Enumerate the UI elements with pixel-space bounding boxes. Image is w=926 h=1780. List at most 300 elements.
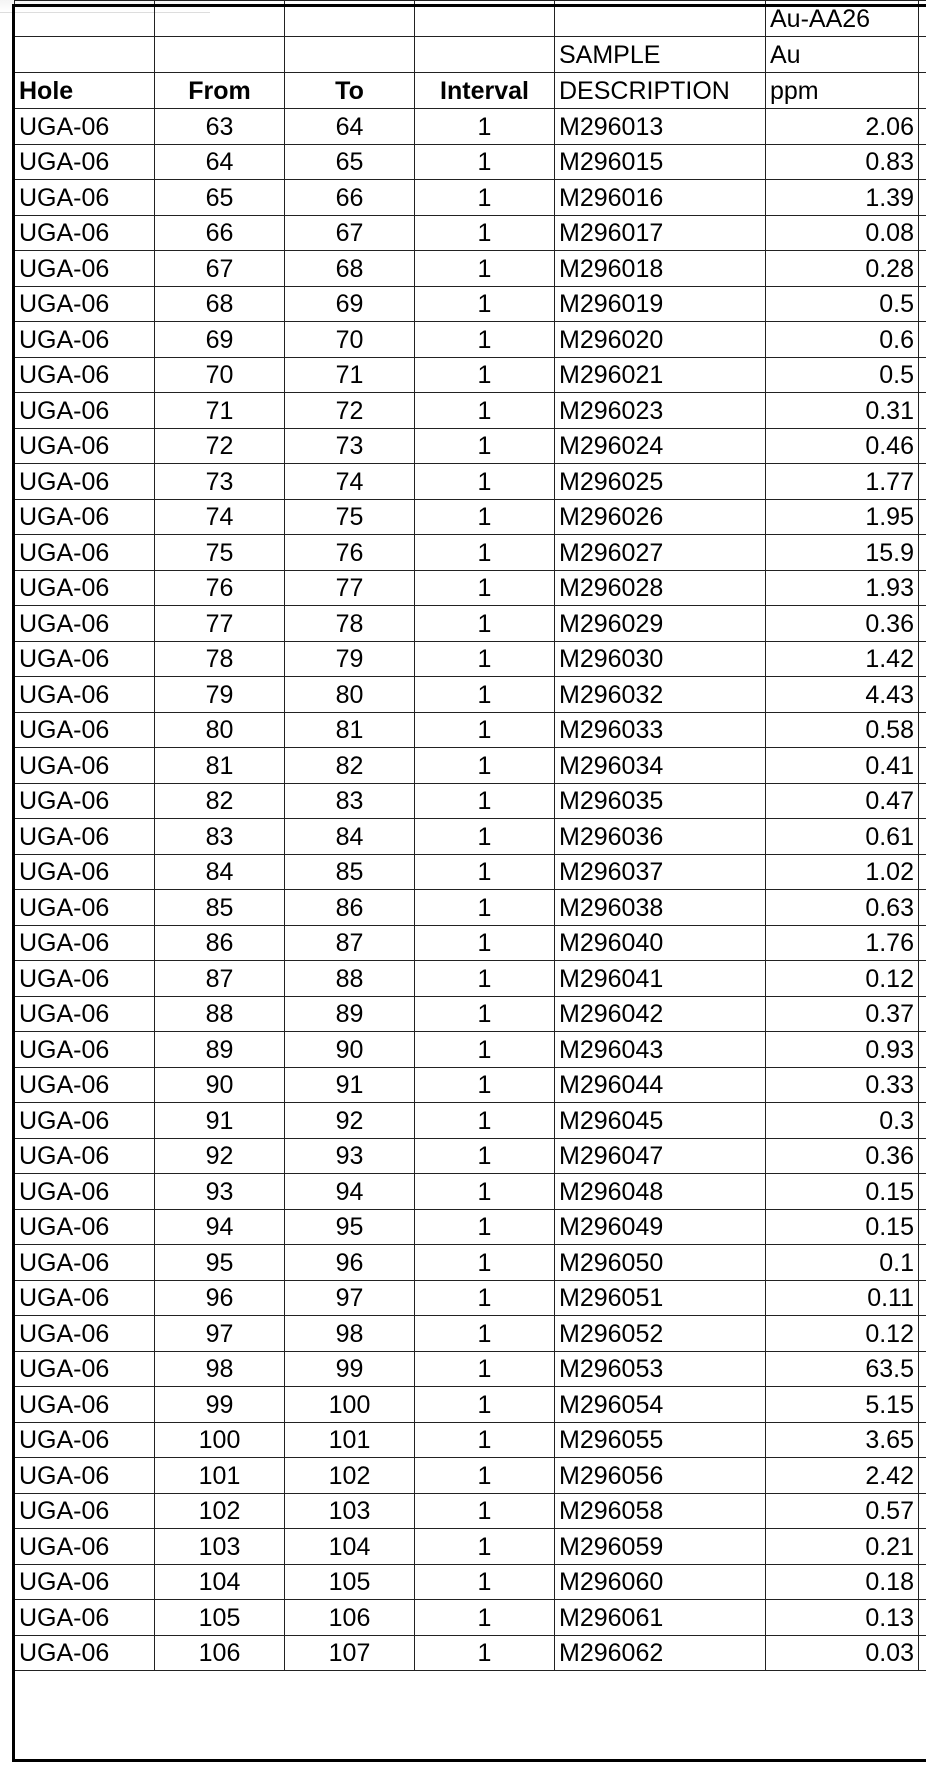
cell-from: 93 xyxy=(155,1174,285,1210)
table-row xyxy=(15,1458,926,1494)
cell-to: 72 xyxy=(285,393,415,429)
cell-to: 89 xyxy=(285,996,415,1032)
cell-next-column xyxy=(919,499,926,535)
cell-from: 66 xyxy=(155,215,285,251)
cell-from: 72 xyxy=(155,428,285,464)
cell-to: 80 xyxy=(285,677,415,713)
cell-hole: UGA-06 xyxy=(15,1493,155,1529)
cell-au-ppm: 0.41 xyxy=(766,748,919,784)
table-row xyxy=(15,961,926,997)
cell-next-column xyxy=(919,570,926,606)
cell-from: 74 xyxy=(155,499,285,535)
cell-next-column xyxy=(919,535,926,571)
cell-to: 81 xyxy=(285,712,415,748)
cell-hole: UGA-06 xyxy=(15,1529,155,1565)
cell-next-column xyxy=(919,109,926,145)
cell-next-column xyxy=(919,251,926,287)
cell-to: 85 xyxy=(285,854,415,890)
cell-to: 67 xyxy=(285,215,415,251)
cell-hole: UGA-06 xyxy=(15,1138,155,1174)
header-cell-empty xyxy=(285,1,415,37)
cell-to: 66 xyxy=(285,180,415,216)
cell-au-ppm: 0.36 xyxy=(766,606,919,642)
cell-interval: 1 xyxy=(415,180,555,216)
table-row xyxy=(15,357,926,393)
cell-interval: 1 xyxy=(415,357,555,393)
cell-next-column xyxy=(919,819,926,855)
cell-interval: 1 xyxy=(415,819,555,855)
cell-next-column xyxy=(919,925,926,961)
cell-sample: M296043 xyxy=(555,1032,766,1068)
cell-au-ppm: 0.93 xyxy=(766,1032,919,1068)
cell-from: 81 xyxy=(155,748,285,784)
cell-interval: 1 xyxy=(415,322,555,358)
header-au-method: Au-AA26 xyxy=(766,1,919,37)
header-to: To xyxy=(285,73,415,109)
cell-interval: 1 xyxy=(415,428,555,464)
cell-to: 105 xyxy=(285,1564,415,1600)
cell-sample: M296055 xyxy=(555,1422,766,1458)
cell-from: 83 xyxy=(155,819,285,855)
cell-to: 71 xyxy=(285,357,415,393)
cell-au-ppm: 1.02 xyxy=(766,854,919,890)
cell-from: 97 xyxy=(155,1316,285,1352)
table-row xyxy=(15,499,926,535)
cell-from: 80 xyxy=(155,712,285,748)
table-row xyxy=(15,1351,926,1387)
cell-au-ppm: 2.42 xyxy=(766,1458,919,1494)
cell-hole: UGA-06 xyxy=(15,1564,155,1600)
header-cell-empty xyxy=(415,37,555,73)
cell-to: 79 xyxy=(285,641,415,677)
table-row xyxy=(15,251,926,287)
cell-interval: 1 xyxy=(415,748,555,784)
cell-hole: UGA-06 xyxy=(15,393,155,429)
table-row xyxy=(15,322,926,358)
cell-au-ppm: 0.03 xyxy=(766,1635,919,1671)
cell-au-ppm: 1.77 xyxy=(766,464,919,500)
table-row xyxy=(15,1600,926,1636)
cell-to: 100 xyxy=(285,1387,415,1423)
cell-hole: UGA-06 xyxy=(15,286,155,322)
cell-next-column xyxy=(919,641,926,677)
header-cell-empty xyxy=(155,1,285,37)
cell-hole: UGA-06 xyxy=(15,1351,155,1387)
cell-next-column xyxy=(919,1458,926,1494)
cell-to: 92 xyxy=(285,1103,415,1139)
cell-hole: UGA-06 xyxy=(15,357,155,393)
header-cell-next-column xyxy=(919,73,926,109)
table-row xyxy=(15,535,926,571)
cell-to: 96 xyxy=(285,1245,415,1281)
cell-au-ppm: 1.93 xyxy=(766,570,919,606)
header-au-element: Au xyxy=(766,37,919,73)
cell-next-column xyxy=(919,1103,926,1139)
cell-hole: UGA-06 xyxy=(15,1209,155,1245)
cell-hole: UGA-06 xyxy=(15,570,155,606)
assay-table-body xyxy=(15,1,926,1671)
cell-from: 75 xyxy=(155,535,285,571)
cell-to: 97 xyxy=(285,1280,415,1316)
cell-sample: M296024 xyxy=(555,428,766,464)
cell-to: 73 xyxy=(285,428,415,464)
cell-interval: 1 xyxy=(415,1564,555,1600)
cell-next-column xyxy=(919,1600,926,1636)
assay-table xyxy=(14,0,926,1671)
cell-sample: M296033 xyxy=(555,712,766,748)
cell-next-column xyxy=(919,1422,926,1458)
cell-from: 73 xyxy=(155,464,285,500)
table-row xyxy=(15,109,926,145)
cell-sample: M296016 xyxy=(555,180,766,216)
cell-au-ppm: 0.37 xyxy=(766,996,919,1032)
cell-hole: UGA-06 xyxy=(15,677,155,713)
cell-hole: UGA-06 xyxy=(15,499,155,535)
cell-sample: M296050 xyxy=(555,1245,766,1281)
header-row-element xyxy=(15,37,926,73)
cell-au-ppm: 0.46 xyxy=(766,428,919,464)
table-row xyxy=(15,570,926,606)
cell-sample: M296035 xyxy=(555,783,766,819)
cell-au-ppm: 3.65 xyxy=(766,1422,919,1458)
cell-interval: 1 xyxy=(415,1032,555,1068)
cell-from: 63 xyxy=(155,109,285,145)
cell-interval: 1 xyxy=(415,854,555,890)
cell-au-ppm: 0.5 xyxy=(766,357,919,393)
cell-from: 71 xyxy=(155,393,285,429)
cell-hole: UGA-06 xyxy=(15,1458,155,1494)
cell-interval: 1 xyxy=(415,1529,555,1565)
cell-from: 90 xyxy=(155,1067,285,1103)
cell-from: 91 xyxy=(155,1103,285,1139)
header-from: From xyxy=(155,73,285,109)
table-row xyxy=(15,925,926,961)
cell-interval: 1 xyxy=(415,1209,555,1245)
cell-to: 94 xyxy=(285,1174,415,1210)
cell-interval: 1 xyxy=(415,1280,555,1316)
table-row xyxy=(15,1245,926,1281)
cell-sample: M296040 xyxy=(555,925,766,961)
cell-au-ppm: 2.06 xyxy=(766,109,919,145)
table-row xyxy=(15,1635,926,1671)
cell-next-column xyxy=(919,606,926,642)
cell-interval: 1 xyxy=(415,1174,555,1210)
cell-from: 85 xyxy=(155,890,285,926)
header-cell-next-column xyxy=(919,37,926,73)
cell-next-column xyxy=(919,1351,926,1387)
cell-au-ppm: 1.95 xyxy=(766,499,919,535)
cell-sample: M296038 xyxy=(555,890,766,926)
cell-to: 68 xyxy=(285,251,415,287)
table-row xyxy=(15,712,926,748)
cell-from: 102 xyxy=(155,1493,285,1529)
cell-next-column xyxy=(919,1529,926,1565)
cell-hole: UGA-06 xyxy=(15,1103,155,1139)
cell-interval: 1 xyxy=(415,535,555,571)
cell-au-ppm: 0.5 xyxy=(766,286,919,322)
header-description: DESCRIPTION xyxy=(555,73,766,109)
table-row xyxy=(15,1316,926,1352)
table-row xyxy=(15,1032,926,1068)
cell-au-ppm: 0.3 xyxy=(766,1103,919,1139)
cell-hole: UGA-06 xyxy=(15,1316,155,1352)
cell-au-ppm: 5.15 xyxy=(766,1387,919,1423)
cell-from: 77 xyxy=(155,606,285,642)
cell-au-ppm: 0.61 xyxy=(766,819,919,855)
cell-hole: UGA-06 xyxy=(15,783,155,819)
cell-from: 104 xyxy=(155,1564,285,1600)
cell-to: 87 xyxy=(285,925,415,961)
cell-au-ppm: 0.08 xyxy=(766,215,919,251)
cell-interval: 1 xyxy=(415,1316,555,1352)
cell-to: 103 xyxy=(285,1493,415,1529)
cell-au-ppm: 0.47 xyxy=(766,783,919,819)
cell-au-ppm: 1.76 xyxy=(766,925,919,961)
cell-next-column xyxy=(919,215,926,251)
cell-to: 95 xyxy=(285,1209,415,1245)
cell-next-column xyxy=(919,144,926,180)
cell-sample: M296017 xyxy=(555,215,766,251)
cell-next-column xyxy=(919,890,926,926)
cell-next-column xyxy=(919,961,926,997)
cell-from: 87 xyxy=(155,961,285,997)
cell-au-ppm: 0.18 xyxy=(766,1564,919,1600)
cell-from: 82 xyxy=(155,783,285,819)
cell-au-ppm: 0.58 xyxy=(766,712,919,748)
cell-next-column xyxy=(919,357,926,393)
cell-next-column xyxy=(919,180,926,216)
cell-next-column xyxy=(919,677,926,713)
cell-hole: UGA-06 xyxy=(15,464,155,500)
cell-hole: UGA-06 xyxy=(15,1387,155,1423)
cell-from: 95 xyxy=(155,1245,285,1281)
cell-sample: M296013 xyxy=(555,109,766,145)
cell-sample: M296032 xyxy=(555,677,766,713)
cell-next-column xyxy=(919,1493,926,1529)
cell-interval: 1 xyxy=(415,1387,555,1423)
cell-from: 106 xyxy=(155,1635,285,1671)
table-row xyxy=(15,180,926,216)
cell-hole: UGA-06 xyxy=(15,1245,155,1281)
table-row xyxy=(15,1564,926,1600)
cell-interval: 1 xyxy=(415,215,555,251)
cell-from: 96 xyxy=(155,1280,285,1316)
cell-from: 98 xyxy=(155,1351,285,1387)
cell-interval: 1 xyxy=(415,499,555,535)
cell-from: 101 xyxy=(155,1458,285,1494)
header-cell-empty xyxy=(15,37,155,73)
cell-interval: 1 xyxy=(415,1458,555,1494)
cell-sample: M296061 xyxy=(555,1600,766,1636)
cell-to: 88 xyxy=(285,961,415,997)
header-cell-empty xyxy=(285,37,415,73)
table-row xyxy=(15,1529,926,1565)
cell-to: 70 xyxy=(285,322,415,358)
cell-hole: UGA-06 xyxy=(15,1600,155,1636)
cell-sample: M296048 xyxy=(555,1174,766,1210)
table-row xyxy=(15,606,926,642)
table-row xyxy=(15,1174,926,1210)
cell-interval: 1 xyxy=(415,890,555,926)
cell-interval: 1 xyxy=(415,1493,555,1529)
table-row xyxy=(15,854,926,890)
cell-next-column xyxy=(919,1245,926,1281)
cell-au-ppm: 63.5 xyxy=(766,1351,919,1387)
cell-hole: UGA-06 xyxy=(15,819,155,855)
cell-hole: UGA-06 xyxy=(15,925,155,961)
cell-interval: 1 xyxy=(415,1351,555,1387)
cell-to: 104 xyxy=(285,1529,415,1565)
cell-to: 82 xyxy=(285,748,415,784)
cell-sample: M296025 xyxy=(555,464,766,500)
cell-interval: 1 xyxy=(415,996,555,1032)
cell-interval: 1 xyxy=(415,570,555,606)
cell-hole: UGA-06 xyxy=(15,890,155,926)
cell-interval: 1 xyxy=(415,1635,555,1671)
cell-to: 84 xyxy=(285,819,415,855)
cell-from: 88 xyxy=(155,996,285,1032)
cell-from: 67 xyxy=(155,251,285,287)
cell-interval: 1 xyxy=(415,393,555,429)
cell-au-ppm: 15.9 xyxy=(766,535,919,571)
cell-to: 76 xyxy=(285,535,415,571)
cell-sample: M296030 xyxy=(555,641,766,677)
cell-to: 83 xyxy=(285,783,415,819)
table-row xyxy=(15,393,926,429)
cell-next-column xyxy=(919,464,926,500)
cell-next-column xyxy=(919,712,926,748)
cell-next-column xyxy=(919,322,926,358)
cell-hole: UGA-06 xyxy=(15,1280,155,1316)
cell-au-ppm: 0.83 xyxy=(766,144,919,180)
cell-sample: M296037 xyxy=(555,854,766,890)
cell-sample: M296021 xyxy=(555,357,766,393)
cell-to: 98 xyxy=(285,1316,415,1352)
cell-from: 69 xyxy=(155,322,285,358)
cell-sample: M296054 xyxy=(555,1387,766,1423)
cell-interval: 1 xyxy=(415,1138,555,1174)
cell-au-ppm: 0.12 xyxy=(766,961,919,997)
cell-sample: M296060 xyxy=(555,1564,766,1600)
cell-interval: 1 xyxy=(415,961,555,997)
cell-au-ppm: 0.21 xyxy=(766,1529,919,1565)
cell-to: 74 xyxy=(285,464,415,500)
cell-sample: M296036 xyxy=(555,819,766,855)
cell-to: 65 xyxy=(285,144,415,180)
header-interval: Interval xyxy=(415,73,555,109)
cell-hole: UGA-06 xyxy=(15,180,155,216)
cell-from: 100 xyxy=(155,1422,285,1458)
cell-hole: UGA-06 xyxy=(15,251,155,287)
cell-next-column xyxy=(919,854,926,890)
cell-to: 75 xyxy=(285,499,415,535)
table-row xyxy=(15,1387,926,1423)
cell-next-column xyxy=(919,1138,926,1174)
cell-from: 64 xyxy=(155,144,285,180)
cell-interval: 1 xyxy=(415,1600,555,1636)
cell-au-ppm: 0.11 xyxy=(766,1280,919,1316)
cell-au-ppm: 0.31 xyxy=(766,393,919,429)
header-au-unit: ppm xyxy=(766,73,919,109)
table-row xyxy=(15,890,926,926)
cell-hole: UGA-06 xyxy=(15,606,155,642)
cell-sample: M296056 xyxy=(555,1458,766,1494)
cell-hole: UGA-06 xyxy=(15,641,155,677)
cell-next-column xyxy=(919,1209,926,1245)
cell-sample: M296058 xyxy=(555,1493,766,1529)
cell-interval: 1 xyxy=(415,144,555,180)
cell-from: 79 xyxy=(155,677,285,713)
cell-hole: UGA-06 xyxy=(15,1174,155,1210)
cell-to: 90 xyxy=(285,1032,415,1068)
cell-sample: M296041 xyxy=(555,961,766,997)
cell-au-ppm: 0.36 xyxy=(766,1138,919,1174)
cell-sample: M296053 xyxy=(555,1351,766,1387)
cell-hole: UGA-06 xyxy=(15,748,155,784)
cell-sample: M296028 xyxy=(555,570,766,606)
cell-to: 101 xyxy=(285,1422,415,1458)
cell-au-ppm: 1.42 xyxy=(766,641,919,677)
cell-next-column xyxy=(919,393,926,429)
cell-interval: 1 xyxy=(415,1422,555,1458)
cell-sample: M296045 xyxy=(555,1103,766,1139)
cell-sample: M296049 xyxy=(555,1209,766,1245)
cell-next-column xyxy=(919,1564,926,1600)
table-row xyxy=(15,677,926,713)
cell-from: 68 xyxy=(155,286,285,322)
cell-next-column xyxy=(919,1635,926,1671)
header-row-columns xyxy=(15,73,926,109)
cell-sample: M296047 xyxy=(555,1138,766,1174)
cell-to: 102 xyxy=(285,1458,415,1494)
cell-hole: UGA-06 xyxy=(15,854,155,890)
cell-to: 91 xyxy=(285,1067,415,1103)
cell-hole: UGA-06 xyxy=(15,1635,155,1671)
cell-au-ppm: 0.15 xyxy=(766,1174,919,1210)
header-cell-empty xyxy=(415,1,555,37)
cell-hole: UGA-06 xyxy=(15,1032,155,1068)
cell-from: 84 xyxy=(155,854,285,890)
table-row xyxy=(15,1209,926,1245)
cell-hole: UGA-06 xyxy=(15,144,155,180)
cell-au-ppm: 0.28 xyxy=(766,251,919,287)
cell-from: 70 xyxy=(155,357,285,393)
table-row xyxy=(15,641,926,677)
table-row xyxy=(15,1422,926,1458)
cell-sample: M296042 xyxy=(555,996,766,1032)
cell-next-column xyxy=(919,1387,926,1423)
cell-to: 107 xyxy=(285,1635,415,1671)
cell-interval: 1 xyxy=(415,712,555,748)
cell-from: 76 xyxy=(155,570,285,606)
cell-to: 77 xyxy=(285,570,415,606)
cell-from: 92 xyxy=(155,1138,285,1174)
cell-sample: M296059 xyxy=(555,1529,766,1565)
cell-from: 94 xyxy=(155,1209,285,1245)
cell-interval: 1 xyxy=(415,1067,555,1103)
cell-next-column xyxy=(919,286,926,322)
table-row xyxy=(15,428,926,464)
cell-from: 99 xyxy=(155,1387,285,1423)
table-row xyxy=(15,783,926,819)
cell-next-column xyxy=(919,1174,926,1210)
cell-interval: 1 xyxy=(415,1245,555,1281)
assay-sheet xyxy=(14,0,926,1762)
cell-interval: 1 xyxy=(415,677,555,713)
cell-au-ppm: 0.57 xyxy=(766,1493,919,1529)
cell-interval: 1 xyxy=(415,641,555,677)
cell-sample: M296018 xyxy=(555,251,766,287)
